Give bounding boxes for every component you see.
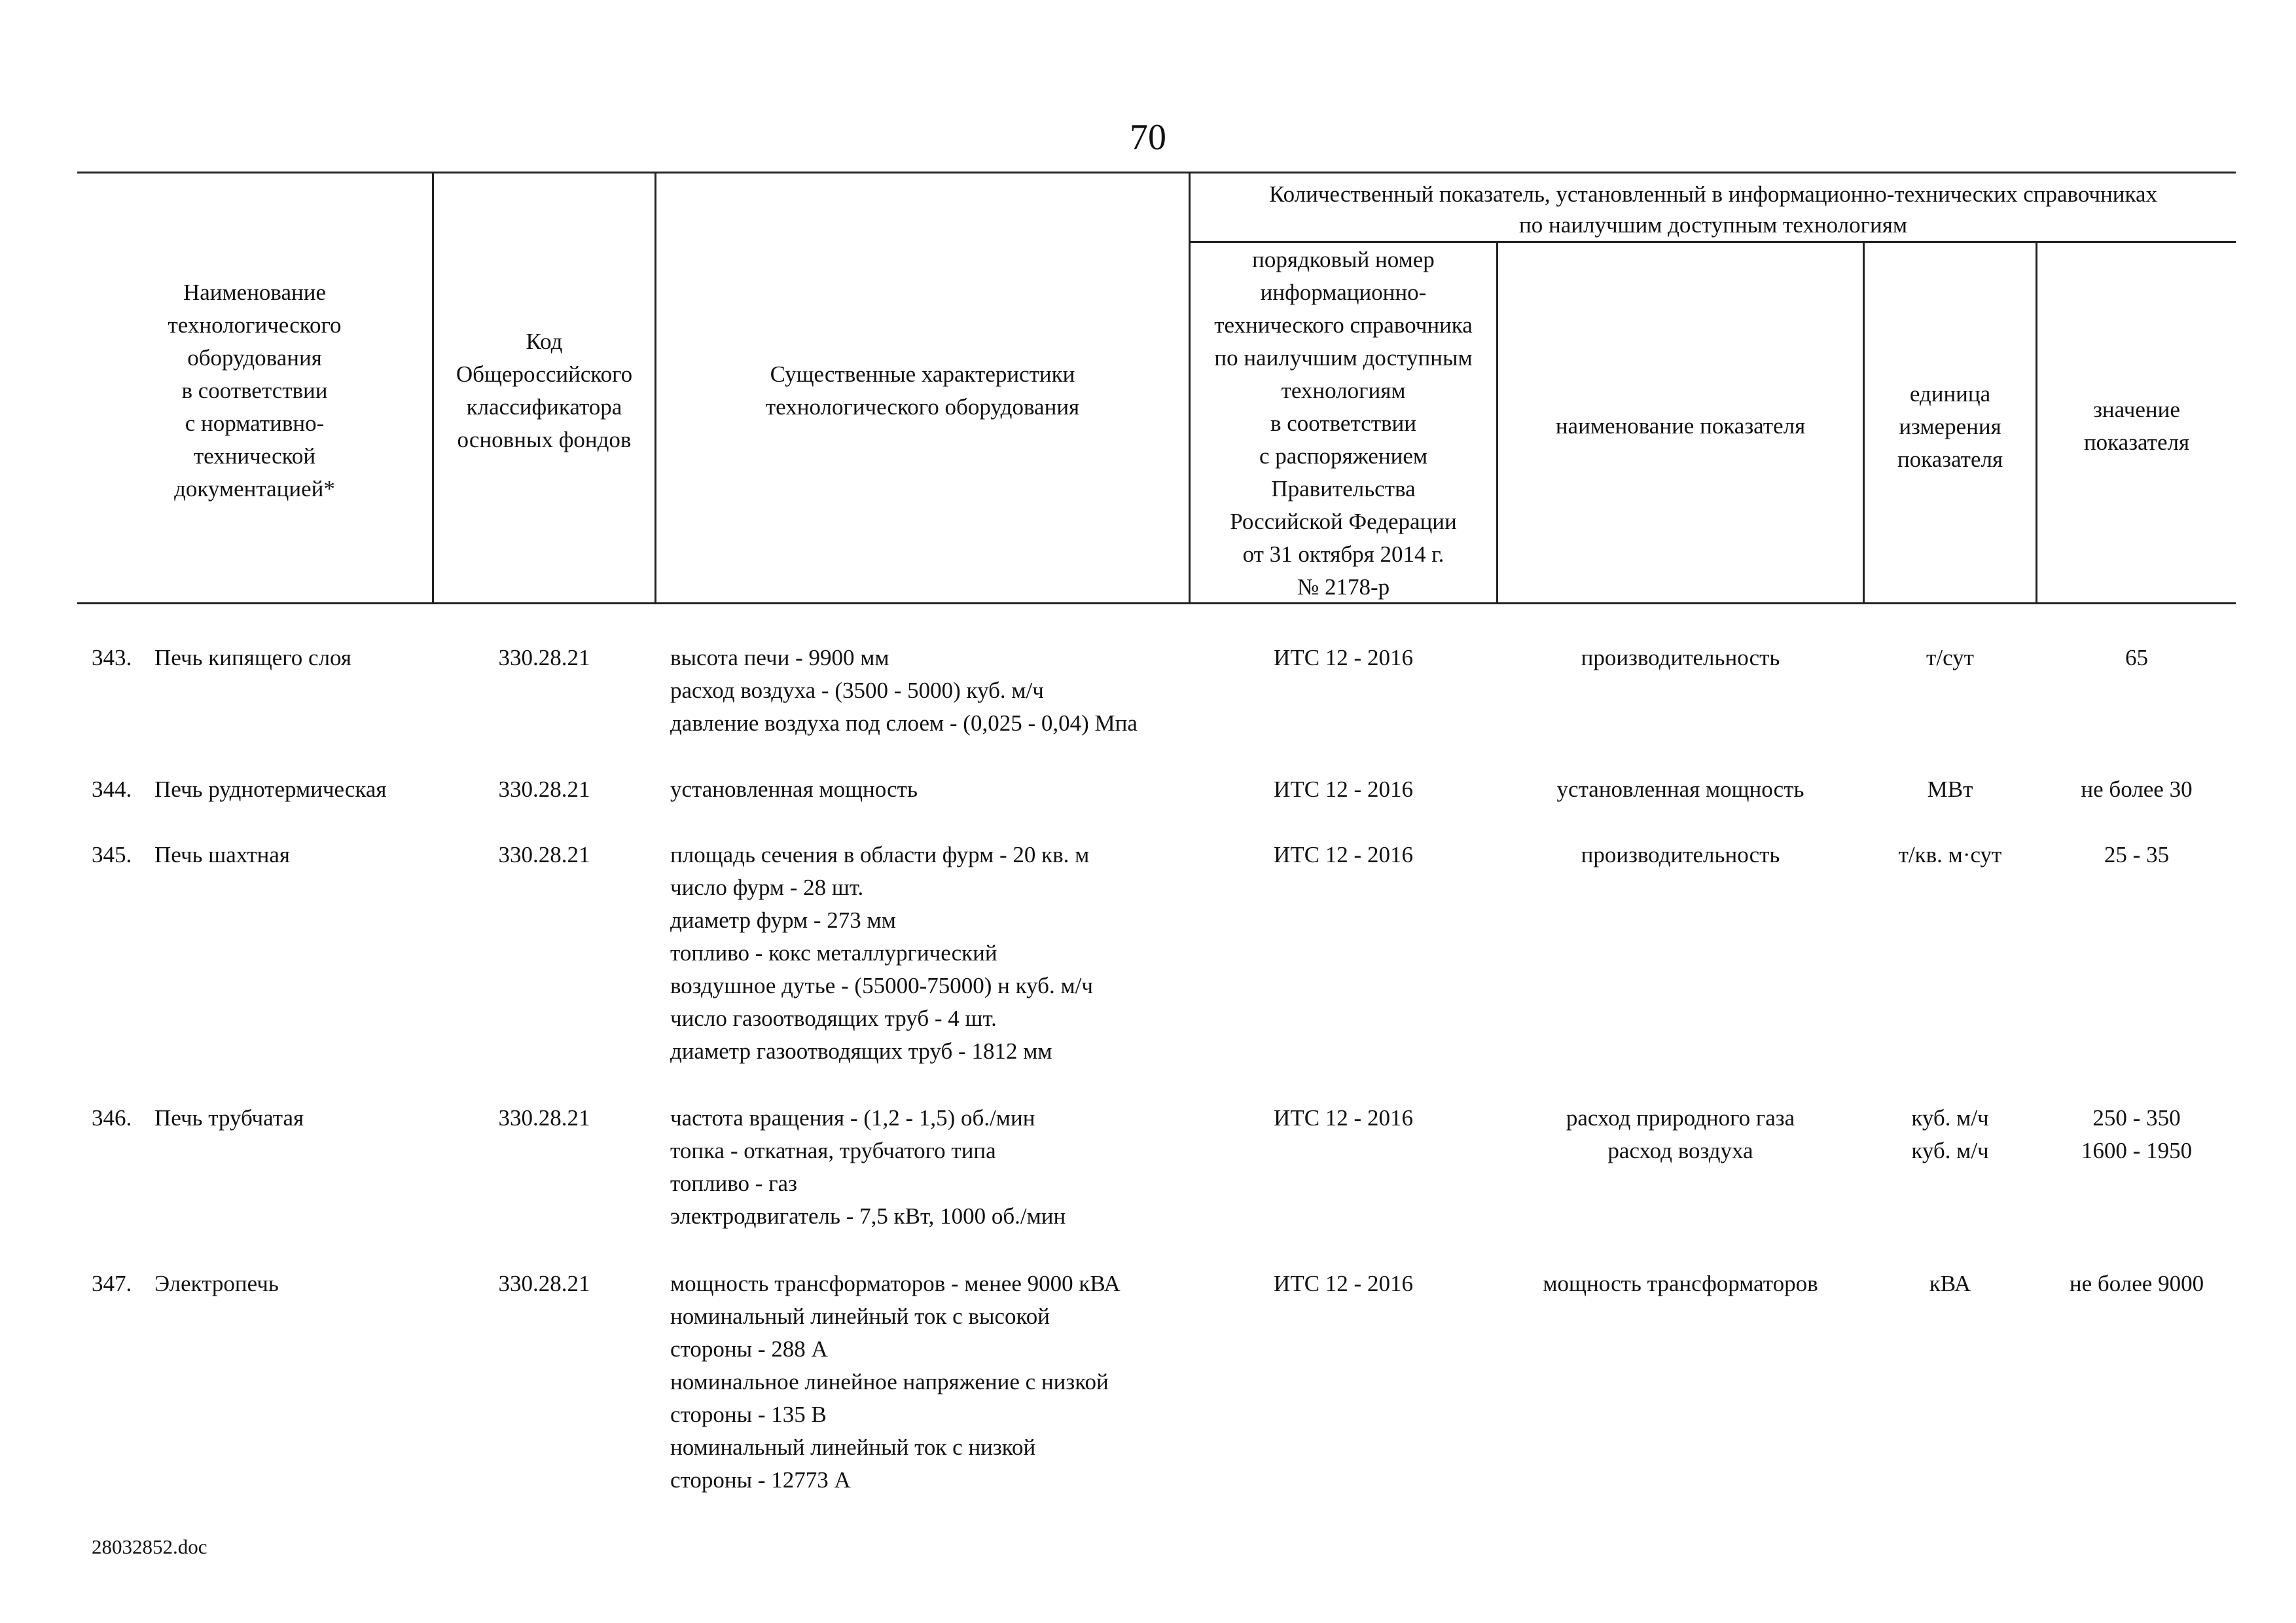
header-characteristics: Существенные характеристики технологического оборудования (765, 361, 1080, 420)
characteristics: площадь сечения в области фурм - 20 кв. м число фурм - 28 шт. диаметр фурм - 273 мм топливо - кокс металлургический воздушное дутье - (55000-75000) н куб. м/ч число газоотводящих труб - 4 шт. диаметр газоотводящих труб - 1812 мм (670, 842, 1093, 1064)
indicator-unit: МВт (1927, 776, 1973, 802)
indicator-name: производительность (1581, 842, 1780, 867)
header-okof-code: Код Общероссийского классификатора основных фондов (456, 329, 633, 452)
its-number: ИТС 12 - 2016 (1274, 842, 1413, 867)
indicator-value: 65 (2125, 645, 2148, 670)
header-equipment-name: Наименование технологического оборудования в соответствии с нормативно- технической документацией* (168, 280, 342, 501)
equipment-name: Печь трубчатая (154, 1105, 304, 1131)
indicator-value: 25 - 35 (2104, 842, 2170, 867)
footer-filename: 28032852.doc (92, 1535, 207, 1558)
row-number: 347. (92, 1271, 132, 1296)
header-its-number: порядковый номер информационно- технического справочника по наилучшим доступным технологиям в соответствии с распоряжением Правительства Российской Федерации от 31 октября 2014 г. № 2178-р (1214, 247, 1473, 600)
its-number: ИТС 12 - 2016 (1274, 776, 1413, 802)
okof-code: 330.28.21 (498, 776, 590, 802)
header-value: значение показателя (2083, 397, 2190, 455)
its-number: ИТС 12 - 2016 (1274, 645, 1413, 670)
indicator-value: не более 30 (2081, 776, 2193, 802)
header-quantitative-indicator: Количественный показатель, установленный в информационно-технических справочниках по наилучшим доступным технологиям (1268, 181, 2157, 238)
header-indicator-name: наименование показателя (1555, 413, 1806, 439)
okof-code: 330.28.21 (498, 645, 590, 670)
characteristics: установленная мощность (670, 776, 918, 802)
indicator-name: производительность (1581, 645, 1780, 670)
row-number: 343. (92, 645, 132, 670)
page-number: 70 (1130, 117, 1166, 158)
indicator-name: расход природного газа расход воздуха (1566, 1105, 1795, 1163)
okof-code: 330.28.21 (498, 1105, 590, 1131)
its-number: ИТС 12 - 2016 (1274, 1271, 1413, 1296)
equipment-name: Печь руднотермическая (154, 776, 387, 802)
indicator-unit: т/сут (1926, 645, 1974, 670)
header-unit: единица измерения показателя (1897, 381, 2003, 472)
header-bottom-rule (77, 602, 2236, 604)
table-top-rule (77, 172, 2236, 173)
characteristics: мощность трансформаторов - менее 9000 кВА номинальный линейный ток с высокой стороны - 288 А номинальное линейное напряжение с низкой стороны - 135 В номинальный линейный ток с низкой стороны - 12773 А (670, 1271, 1121, 1493)
okof-code: 330.28.21 (498, 842, 590, 867)
equipment-name: Печь кипящего слоя (154, 645, 351, 670)
okof-code: 330.28.21 (498, 1271, 590, 1296)
indicator-name: установленная мощность (1556, 776, 1804, 802)
group-header-rule (1189, 241, 2236, 243)
indicator-value: не более 9000 (2069, 1271, 2204, 1296)
indicator-name: мощность трансформаторов (1543, 1271, 1818, 1296)
row-number: 346. (92, 1105, 132, 1131)
equipment-name: Электропечь (154, 1271, 279, 1296)
characteristics: высота печи - 9900 мм расход воздуха - (3500 - 5000) куб. м/ч давление воздуха под слоем - (0,025 - 0,04) Мпа (670, 645, 1138, 736)
characteristics: частота вращения - (1,2 - 1,5) об./мин топка - откатная, трубчатого типа топливо - газ электродвигатель - 7,5 кВт, 1000 об./мин (670, 1105, 1066, 1229)
indicator-unit: т/кв. м·сут (1898, 842, 2002, 867)
row-number: 344. (92, 776, 132, 802)
indicator-unit: кВА (1929, 1271, 1971, 1296)
its-number: ИТС 12 - 2016 (1274, 1105, 1413, 1131)
indicator-value: 250 - 350 1600 - 1950 (2081, 1105, 2193, 1163)
row-number: 345. (92, 842, 132, 867)
equipment-name: Печь шахтная (154, 842, 291, 867)
indicator-unit: куб. м/ч куб. м/ч (1911, 1105, 1989, 1163)
